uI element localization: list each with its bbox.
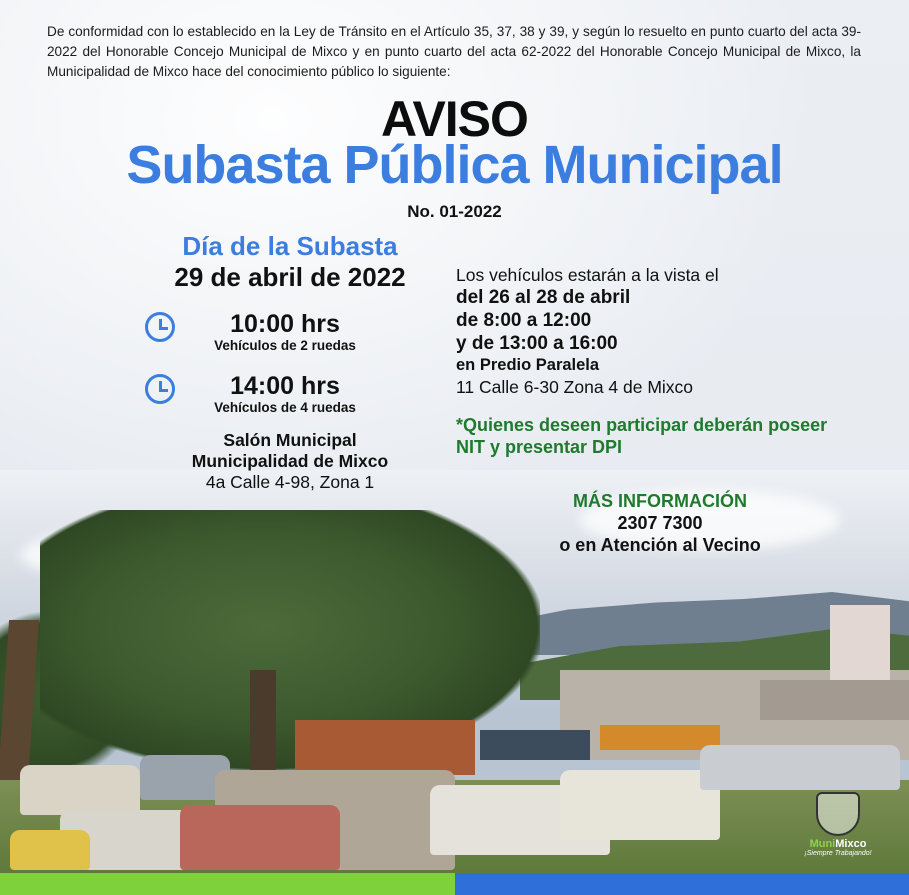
- viewing-hours1: de 8:00 a 12:00: [456, 310, 592, 331]
- logo-name-a: Muni: [809, 838, 836, 850]
- viewing-intro: Los vehículos estarán a la vista el: [456, 265, 719, 285]
- auction-day-label: Día de la Subasta: [182, 231, 398, 261]
- photo-cars: [0, 710, 909, 873]
- venue-block: [140, 430, 440, 493]
- photo-car: [180, 805, 340, 870]
- munimixco-logo: [798, 792, 878, 857]
- shield-icon: [816, 792, 860, 836]
- viewing-dates: del 26 al 28 de abril: [456, 287, 631, 308]
- logo-name: [798, 838, 878, 850]
- viewing-address: 11 Calle 6-30 Zona 4 de Mixco: [456, 377, 694, 397]
- session-desc: Vehículos de 4 ruedas: [214, 400, 356, 415]
- page-title: Subasta Pública Municipal: [126, 135, 783, 195]
- intro-paragraph: De conformidad con lo establecido en la Ley de Tránsito en el Artículo 35, 37, 38 y 39, y según lo resuelto en punto cuarto del acta 39-2022 del Honorable Concejo Municipal de Mixco y en punto cuarto del acta 62-2022 del Honorable Concejo Municipal de Mixco, la Municipalidad de Mixco hace del conocimiento público lo siguiente:: [47, 24, 861, 79]
- venue-address: 4a Calle 4-98, Zona 1: [205, 472, 375, 492]
- venue-line2: Municipalidad de Mixco: [191, 451, 389, 471]
- viewing-hours2: y de 13:00 a 16:00: [456, 333, 618, 354]
- requirements-note: *Quienes deseen participar deberán poseer NIT y presentar DPI: [456, 415, 828, 457]
- photo-car: [700, 745, 900, 790]
- auction-day-block: [140, 230, 440, 292]
- session-text: [185, 310, 385, 353]
- logo-name-b: Mixco: [835, 838, 867, 850]
- info-alt: o en Atención al Vecino: [559, 535, 761, 555]
- venue-line1: Salón Municipal: [223, 430, 357, 450]
- info-block: [470, 490, 850, 556]
- photo-car: [10, 830, 90, 870]
- photo-building-pink: [830, 605, 890, 685]
- auction-number: No. 01-2022: [407, 202, 502, 221]
- viewing-block: [456, 264, 876, 398]
- photo-truck: [295, 720, 475, 775]
- session-time: 14:00 hrs: [230, 372, 340, 400]
- viewing-place: en Predio Paralela: [456, 356, 600, 374]
- clock-icon: [145, 374, 175, 404]
- photo-bus: [600, 725, 720, 750]
- auction-date: 29 de abril de 2022: [174, 262, 406, 292]
- session-time: 10:00 hrs: [230, 310, 340, 338]
- aviso-heading: AVISO: [381, 91, 528, 147]
- info-label: MÁS INFORMACIÓN: [573, 491, 747, 511]
- info-phone: 2307 7300: [617, 513, 703, 533]
- session-desc: Vehículos de 2 ruedas: [214, 338, 356, 353]
- footer-bar-green: [0, 873, 455, 895]
- session-text: [185, 372, 385, 415]
- clock-icon: [145, 312, 175, 342]
- photo-pickup: [560, 770, 720, 840]
- logo-tagline: ¡Siempre Trabajando!: [804, 850, 872, 857]
- photo-bus: [480, 730, 590, 760]
- photo-car: [20, 765, 140, 815]
- footer-bar-blue: [455, 873, 909, 895]
